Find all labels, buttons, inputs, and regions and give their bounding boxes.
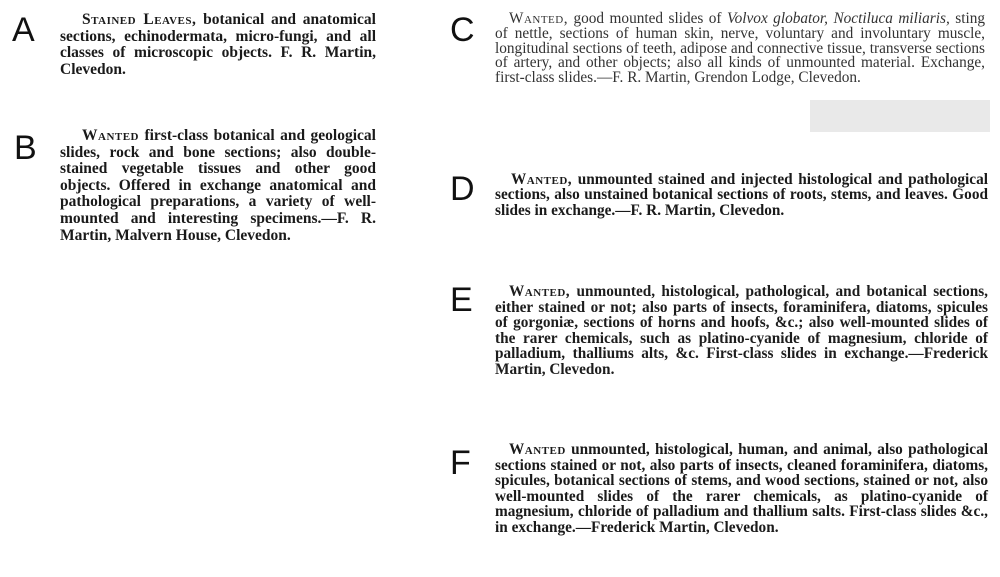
panel-label-b: B: [14, 129, 37, 167]
ad-body-f: unmounted, histological, human, and animal, also pathological sections stained or not, also parts of insects, cleaned foraminifera, diatoms, spicules, botanical sections of stems, and wood sections, stained or not, also well-mounted slides of the rarer chemicals, as platino-cyanide of magnesium, chloride of palladium and thallium salts. First-class slides &c., in exchange.—Frederick Martin, Clevedon.: [495, 441, 988, 536]
ad-body-b: first-class botanical and geological slides, rock and bone sections; also double-stained vegetable tissues and other good objects. Offered in exchange anatomical and pathological preparations, a variety of well-mounted and interesting specimens.—F. R. Martin, Malvern House, Clevedon.: [60, 127, 376, 244]
ad-body-c-end: sting of nettle, sections of human skin, nerve, voluntary and involuntary muscle, longitudinal sections of teeth, adipose and connective tissue, transverse sections of artery, and other objects; also all kinds of unmounted material. Exchange, first-class slides.—F. R. Martin, Grendon Lodge, Clevedon.: [495, 10, 985, 87]
panel-label-f: F: [450, 444, 471, 482]
panel-label-e: E: [450, 281, 473, 319]
ad-lead-a: Stained Leaves,: [82, 11, 197, 28]
ad-body-d: unmounted stained and injected histological and pathological sections, also unstained botanical sections of roots, stems, and leaves. Good slides in exchange.—F. R. Martin, Clevedon.: [495, 171, 988, 219]
ad-lead-b: Wanted: [82, 127, 140, 144]
advertisement-c: [495, 12, 985, 86]
ad-body-e: unmounted, histological, pathological, and botanical sections, either stained or not; also parts of insects, foraminifera, diatoms, spicules of gorgoniæ, sections of horns and hoofs, &c.; also well-mounted slides of the rarer chemicals, such as platino-cyanide of magnesium, chloride of palladium, thalliums alts, &c. First-class slides in exchange.—Frederick Martin, Clevedon.: [495, 283, 988, 378]
ad-body-c-start: good mounted slides of: [568, 10, 727, 27]
panel-label-a: A: [12, 11, 35, 49]
ad-lead-f: Wanted: [509, 441, 566, 458]
ad-body-a: botanical and anatomical sections, echinodermata, micro-fungi, and all classes of microscopic objects. F. R. Martin, Clevedon.: [60, 11, 376, 78]
advertisement-d: [495, 172, 988, 218]
advertisement-b: [60, 128, 376, 244]
advertisement-f: [495, 442, 988, 536]
paper-shading: [810, 100, 990, 132]
panel-label-d: D: [450, 170, 475, 208]
ad-lead-c: Wanted,: [509, 10, 569, 27]
advertisement-a: [60, 12, 376, 78]
advertisement-e: [495, 284, 988, 378]
ad-lead-d: Wanted,: [511, 171, 573, 188]
panel-label-c: C: [450, 11, 475, 49]
ad-italic-c: Volvox globator, Noctiluca miliaris,: [726, 10, 950, 27]
ad-lead-e: Wanted,: [509, 283, 571, 300]
